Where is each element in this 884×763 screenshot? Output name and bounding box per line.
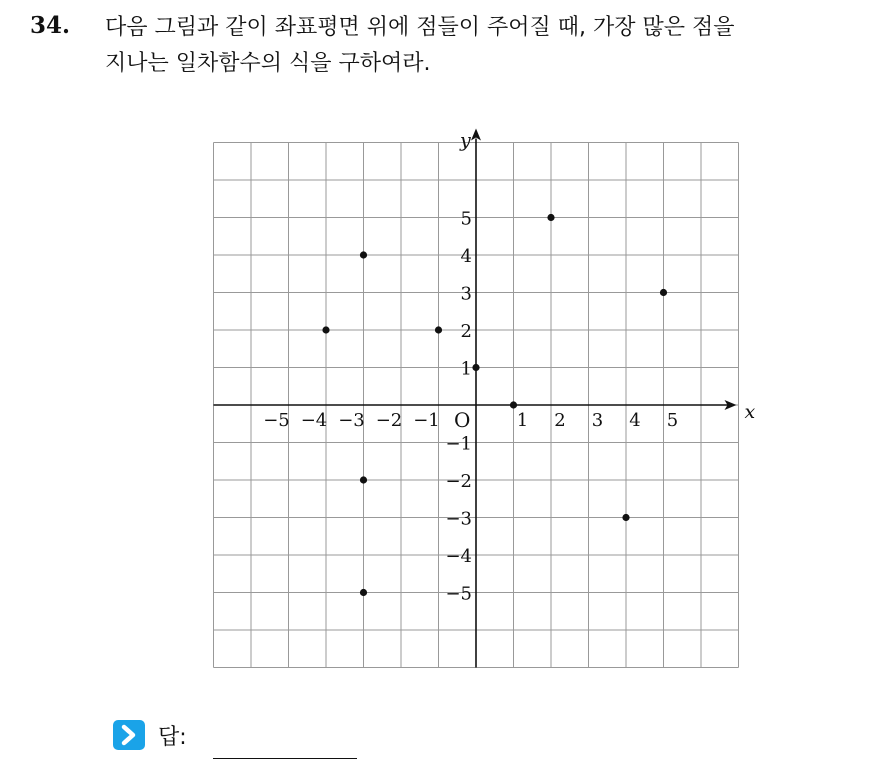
x-tick-label: −2	[375, 410, 403, 431]
y-tick-label: −4	[445, 546, 472, 567]
data-point	[360, 476, 367, 483]
data-point	[547, 214, 554, 221]
data-point	[435, 326, 442, 333]
y-tick-label: −3	[445, 508, 472, 530]
question-text	[105, 10, 875, 82]
y-tick-label: −1	[445, 433, 472, 455]
x-tick-label: −5	[263, 410, 290, 431]
y-tick-label: 1	[460, 358, 472, 380]
answer-label: 답:	[158, 725, 187, 750]
x-tick-label: 1	[516, 410, 529, 431]
data-point	[360, 589, 367, 596]
data-point	[622, 514, 629, 521]
data-point	[322, 326, 329, 333]
data-point	[510, 401, 517, 408]
x-axis-label: x	[744, 401, 756, 423]
question-line-2: 지나는 일차함수의 식을 구하여라.	[105, 51, 431, 76]
y-axis-label: y	[460, 129, 471, 152]
answer-blank[interactable]	[213, 758, 357, 759]
y-tick-label: −2	[445, 471, 472, 492]
x-tick-label: 5	[666, 410, 679, 431]
y-tick-label: 5	[460, 208, 472, 230]
x-tick-label: −4	[300, 410, 328, 431]
coordinate-plane	[200, 128, 760, 676]
x-tick-label: −3	[338, 410, 365, 431]
data-point	[660, 289, 667, 296]
question-line-1: 다음 그림과 같이 좌표평면 위에 점들이 주어질 때, 가장 많은 점을	[105, 15, 735, 40]
data-point	[360, 251, 367, 258]
y-tick-label: −5	[445, 583, 472, 605]
data-point	[472, 364, 479, 371]
x-tick-label: 2	[554, 410, 566, 431]
chevron-right-icon	[113, 720, 145, 750]
y-tick-label: 4	[460, 246, 472, 267]
origin-label: O	[454, 408, 471, 432]
x-tick-label: 3	[591, 410, 604, 431]
question-number: 34.	[30, 12, 71, 39]
x-tick-label: −1	[413, 410, 440, 431]
y-tick-label: 3	[460, 283, 472, 305]
y-tick-label: 2	[460, 321, 472, 342]
x-tick-label: 4	[629, 410, 641, 431]
